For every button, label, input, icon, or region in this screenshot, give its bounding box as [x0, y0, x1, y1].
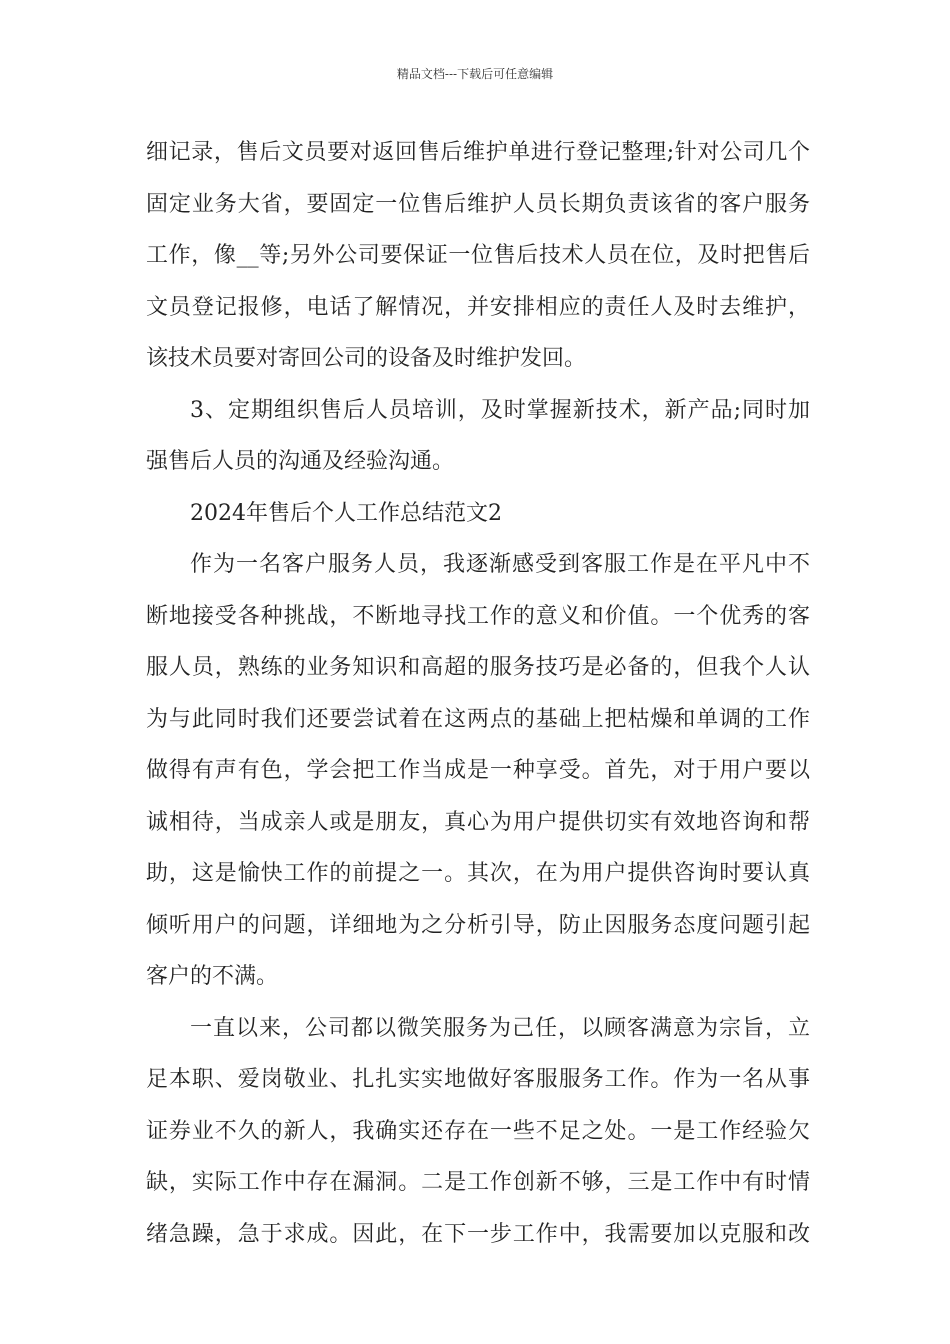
paragraph-customer-service — [146, 539, 810, 1003]
document-body — [146, 127, 810, 1260]
text-line: 服人员，熟练的业务知识和高超的服务技巧是必备的，但我个人认 — [146, 655, 810, 680]
text-line: 诚相待，当成亲人或是朋友，真心为用户提供切实有效地咨询和帮 — [146, 809, 810, 835]
heading-text: 2024年售后个人工作总结范文2 — [190, 500, 502, 526]
paragraph-company-service — [146, 1003, 810, 1261]
text-line: 工作，像__等;另外公司要保证一位售后技术人员在位，及时把售后 — [146, 243, 810, 268]
text-line: 做得有声有色，学会把工作当成是一种享受。首先，对于用户要以 — [146, 758, 810, 783]
text-line: 缺，实际工作中存在漏洞。二是工作创新不够，三是工作中有时情 — [146, 1170, 810, 1195]
text-line: 固定业务大省，要固定一位售后维护人员长期负责该省的客户服务 — [146, 191, 810, 217]
text-line: 倾听用户的问题，详细地为之分析引导，防止因服务态度问题引起 — [146, 912, 810, 938]
text-line: 细记录，售后文员要对返回售后维护单进行登记整理;针对公司几个 — [146, 140, 810, 165]
text-line: 助，这是愉快工作的前提之一。其次，在为用户提供咨询时要认真 — [146, 861, 810, 886]
text-line: 一直以来，公司都以微笑服务为己任，以顾客满意为宗旨，立 — [190, 1015, 810, 1041]
paragraph-continued — [146, 127, 810, 385]
text-line: 文员登记报修，电话了解情况，并安排相应的责任人及时去维护， — [146, 294, 810, 320]
text-line: 绪急躁，急于求成。因此，在下一步工作中，我需要加以克服和改 — [146, 1221, 810, 1247]
section-heading — [146, 488, 810, 540]
text-line: 强售后人员的沟通及经验沟通。 — [146, 449, 455, 474]
text-line: 作为一名客户服务人员，我逐渐感受到客服工作是在平凡中不 — [190, 552, 810, 577]
text-line: 3、定期组织售后人员培训，及时掌握新技术，新产品;同时加 — [190, 397, 810, 423]
text-line: 断地接受各种挑战，不断地寻找工作的意义和价值。一个优秀的客 — [146, 603, 810, 629]
paragraph-item-3 — [146, 385, 810, 488]
text-line: 客户的不满。 — [146, 964, 279, 989]
text-line: 该技术员要对寄回公司的设备及时维护发回。 — [146, 346, 587, 371]
text-line: 证券业不久的新人，我确实还存在一些不足之处。一是工作经验欠 — [146, 1118, 810, 1144]
page-header: 精品文档---下载后可任意编辑 — [396, 67, 554, 81]
text-line: 足本职、爱岗敬业、扎扎实实地做好客服服务工作。作为一名从事 — [146, 1067, 810, 1092]
text-line: 为与此同时我们还要尝试着在这两点的基础上把枯燥和单调的工作 — [146, 706, 810, 732]
